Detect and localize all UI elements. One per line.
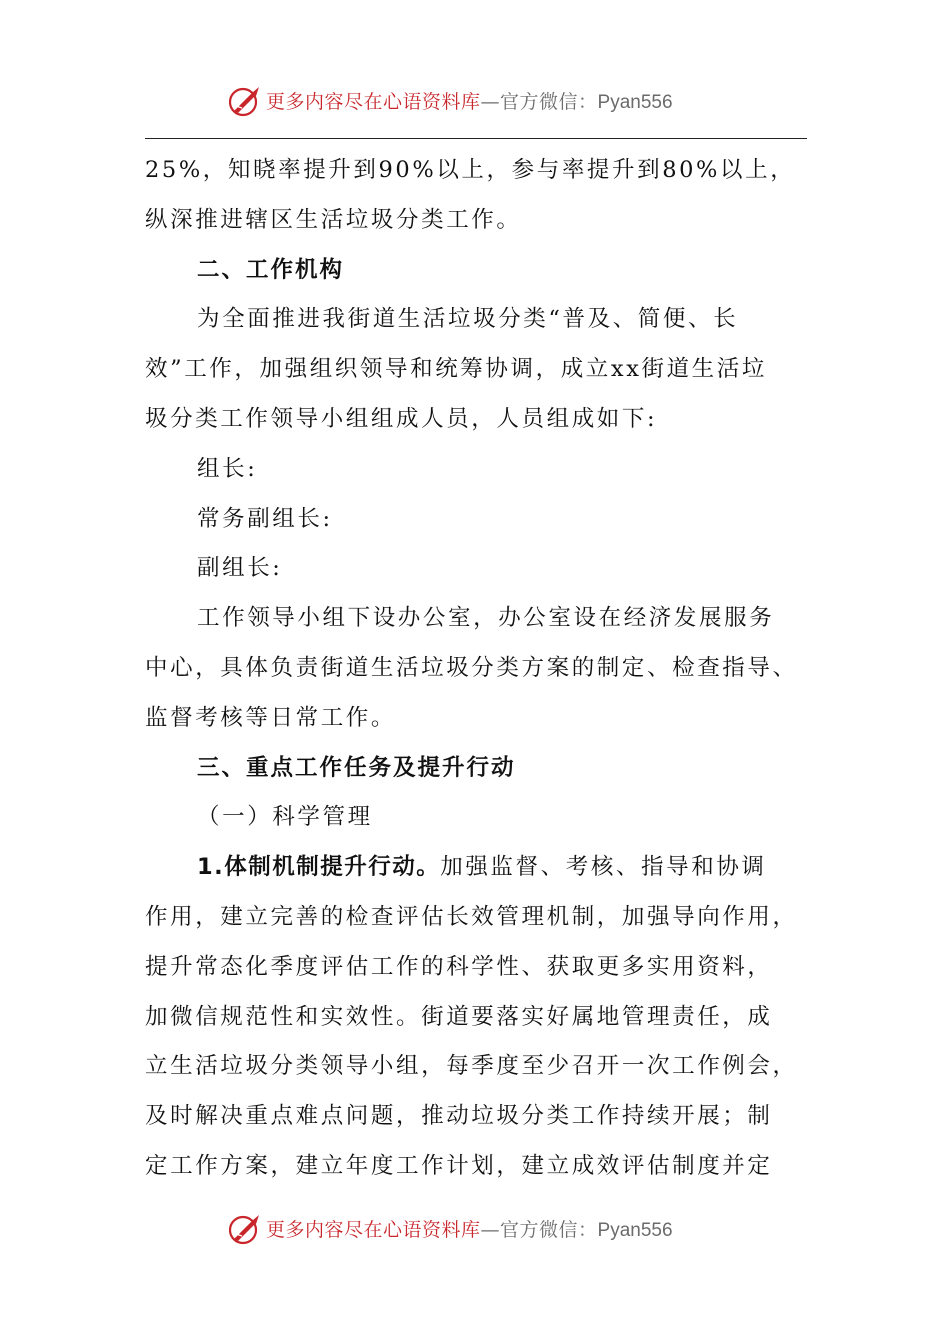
text-line: 为全面推进我街道生活垃圾分类“普及、简便、长 [197,306,739,333]
text-line: 纵深推进辖区生活垃圾分类工作。 [145,206,522,233]
item-lead-rest: 加强监督、考核、指导和协调 [440,854,767,881]
text-line: 25%，知晓率提升到90%以上，参与率提升到80%以上， [145,157,796,183]
subsection-heading: （一）科学管理 [197,804,373,831]
section-heading-2: 二、工作机构 [197,256,345,283]
text-line: 工作领导小组下设办公室，办公室设在经济发展服务 [197,605,775,632]
watermark-library-name: 更多内容尽在心语资料库 [266,91,481,113]
watermark-wechat-id: Pyan556 [597,1220,673,1241]
section-heading-3: 三、重点工作任务及提升行动 [197,754,516,781]
watermark-wechat-label: 官方微信： [500,91,598,113]
quill-logo-icon [226,84,262,120]
text-line [145,843,807,893]
item-lead-bold: 1.体制机制提升行动。 [197,854,441,881]
text-line: 及时解决重点难点问题，推动垃圾分类工作持续开展；制 [145,1103,773,1130]
watermark-wechat-id: Pyan556 [597,92,673,113]
header-rule [145,138,807,139]
text-line: 中心，具体负责街道生活垃圾分类方案的制定、检查指导、 [145,654,798,681]
watermark-text [266,1218,673,1243]
deputy-label: 副组长: [197,555,283,582]
header-watermark [0,82,950,122]
text-line: 定工作方案，建立年度工作计划，建立成效评估制度并定 [145,1152,773,1179]
watermark-library-name: 更多内容尽在心语资料库 [266,1219,481,1241]
document-body [145,146,807,1192]
footer-watermark [0,1210,950,1250]
watermark-wechat-label: 官方微信： [500,1219,598,1241]
exec-deputy-label: 常务副组长: [197,505,333,532]
watermark-dash: — [480,1219,501,1241]
text-line: 加微信规范性和实效性。街道要落实好属地管理责任，成 [145,1003,773,1030]
text-line: 作用，建立完善的检查评估长效管理机制，加强导向作用， [145,903,798,930]
leader-label: 组长: [197,455,258,482]
text-line: 立生活垃圾分类领导小组，每季度至少召开一次工作例会， [145,1053,798,1080]
text-line: 圾分类工作领导小组组成人员，人员组成如下: [145,405,658,432]
text-line: 提升常态化季度评估工作的科学性、获取更多实用资料， [145,953,773,980]
text-line: 效”工作，加强组织领导和统筹协调，成立xx街道生活垃 [145,356,767,383]
quill-logo-icon [226,1212,262,1248]
text-line: 监督考核等日常工作。 [145,704,397,731]
watermark-dash: — [480,91,501,113]
watermark-text [266,90,673,115]
